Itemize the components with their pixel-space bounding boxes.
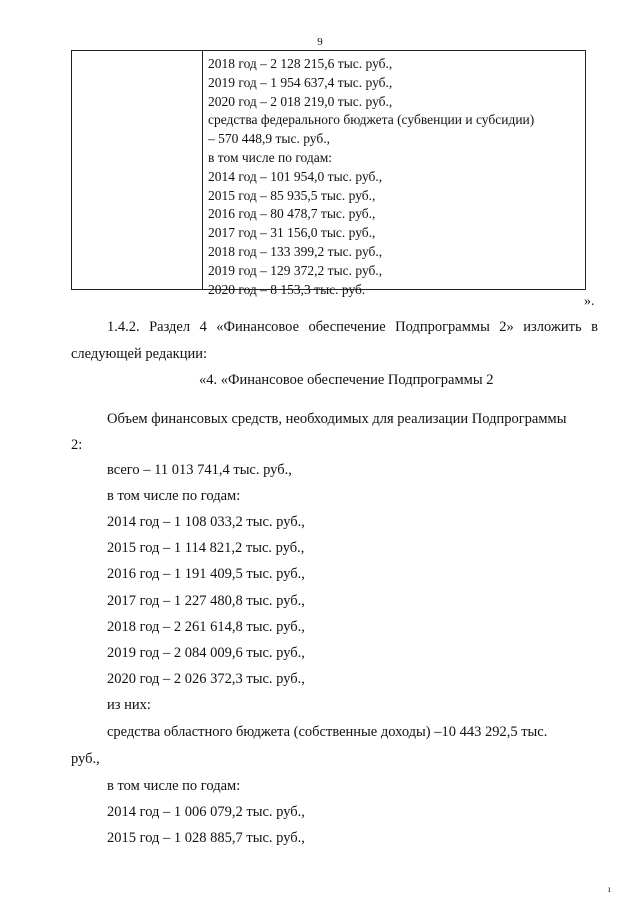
- body-line: в том числе по годам:: [107, 488, 241, 504]
- clause-word: 2»: [499, 319, 514, 335]
- table-cell-line: 2015 год – 85 935,5 тыс. руб.,: [208, 187, 376, 203]
- table-cell-line: 2014 год – 101 954,0 тыс. руб.,: [208, 168, 383, 184]
- table-cell-line: 2017 год – 31 156,0 тыс. руб.,: [208, 225, 376, 241]
- table-cell-line: 2016 год – 80 478,7 тыс. руб.,: [208, 206, 376, 222]
- table-cell-line: – 570 448,9 тыс. руб.,: [208, 131, 330, 147]
- page-number: 9: [317, 36, 323, 48]
- footer-mark: ı: [608, 884, 611, 894]
- closing-quote: ».: [584, 294, 595, 309]
- body-line: в том числе по годам:: [107, 778, 241, 794]
- table-cell-line: 2018 год – 2 128 215,6 тыс. руб.,: [208, 56, 393, 71]
- body-line-continued: руб.,: [71, 751, 100, 767]
- body-line: 2014 год – 1 108 033,2 тыс. руб.,: [107, 514, 305, 530]
- clause-word: «Финансовое: [216, 319, 300, 335]
- body-line: 2015 год – 1 028 885,7 тыс. руб.,: [107, 830, 305, 846]
- clause-word: 1.4.2.: [107, 319, 140, 335]
- body-line: 2014 год – 1 006 079,2 тыс. руб.,: [107, 804, 305, 820]
- clause-word: 4: [199, 319, 207, 335]
- table-cell-line: 2020 год – 8 153,3 тыс. руб.: [208, 281, 366, 297]
- table-cell-line: 2019 год – 1 954 637,4 тыс. руб.,: [208, 74, 393, 90]
- table-cell-line: 2019 год – 129 372,2 тыс. руб.,: [208, 262, 383, 278]
- clause-first-line: [107, 319, 598, 336]
- body-line: 2018 год – 2 261 614,8 тыс. руб.,: [107, 619, 305, 635]
- body-line: из них:: [107, 697, 151, 713]
- table-cell-line: средства федерального бюджета (субвенции и субсидии): [208, 112, 535, 128]
- body-line: 2019 год – 2 084 009,6 тыс. руб.,: [107, 645, 305, 661]
- body-line: всего – 11 013 741,4 тыс. руб.,: [107, 462, 292, 478]
- clause-word: в: [591, 319, 598, 335]
- body-line: 2015 год – 1 114 821,2 тыс. руб.,: [107, 540, 305, 556]
- body-line: 2017 год – 1 227 480,8 тыс. руб.,: [107, 593, 305, 609]
- table-cell-line: 2018 год – 133 399,2 тыс. руб.,: [208, 243, 383, 259]
- section-title: «4. «Финансовое обеспечение Подпрограммы 2: [199, 372, 494, 388]
- clause-word: изложить: [523, 319, 582, 335]
- table-cell-line: 2020 год – 2 018 219,0 тыс. руб.,: [208, 93, 393, 109]
- table-column-divider: [202, 51, 203, 289]
- clause-word: обеспечение: [308, 319, 386, 335]
- budget-table: [71, 50, 586, 297]
- clause-word: Раздел: [149, 319, 191, 335]
- table-right-cell: [208, 55, 583, 299]
- intro-line: Объем финансовых средств, необходимых для реализации Подпрограммы: [107, 411, 567, 427]
- table-cell-line: в том числе по годам:: [208, 149, 333, 165]
- body-line: 2020 год – 2 026 372,3 тыс. руб.,: [107, 671, 305, 687]
- clause-continuation: следующей редакции:: [71, 346, 208, 362]
- intro-line-continued: 2:: [71, 437, 83, 453]
- clause-word: Подпрограммы: [395, 319, 490, 335]
- body-line: 2016 год – 1 191 409,5 тыс. руб.,: [107, 566, 305, 582]
- body-line: средства областного бюджета (собственные доходы) –10 443 292,5 тыс.: [107, 724, 548, 740]
